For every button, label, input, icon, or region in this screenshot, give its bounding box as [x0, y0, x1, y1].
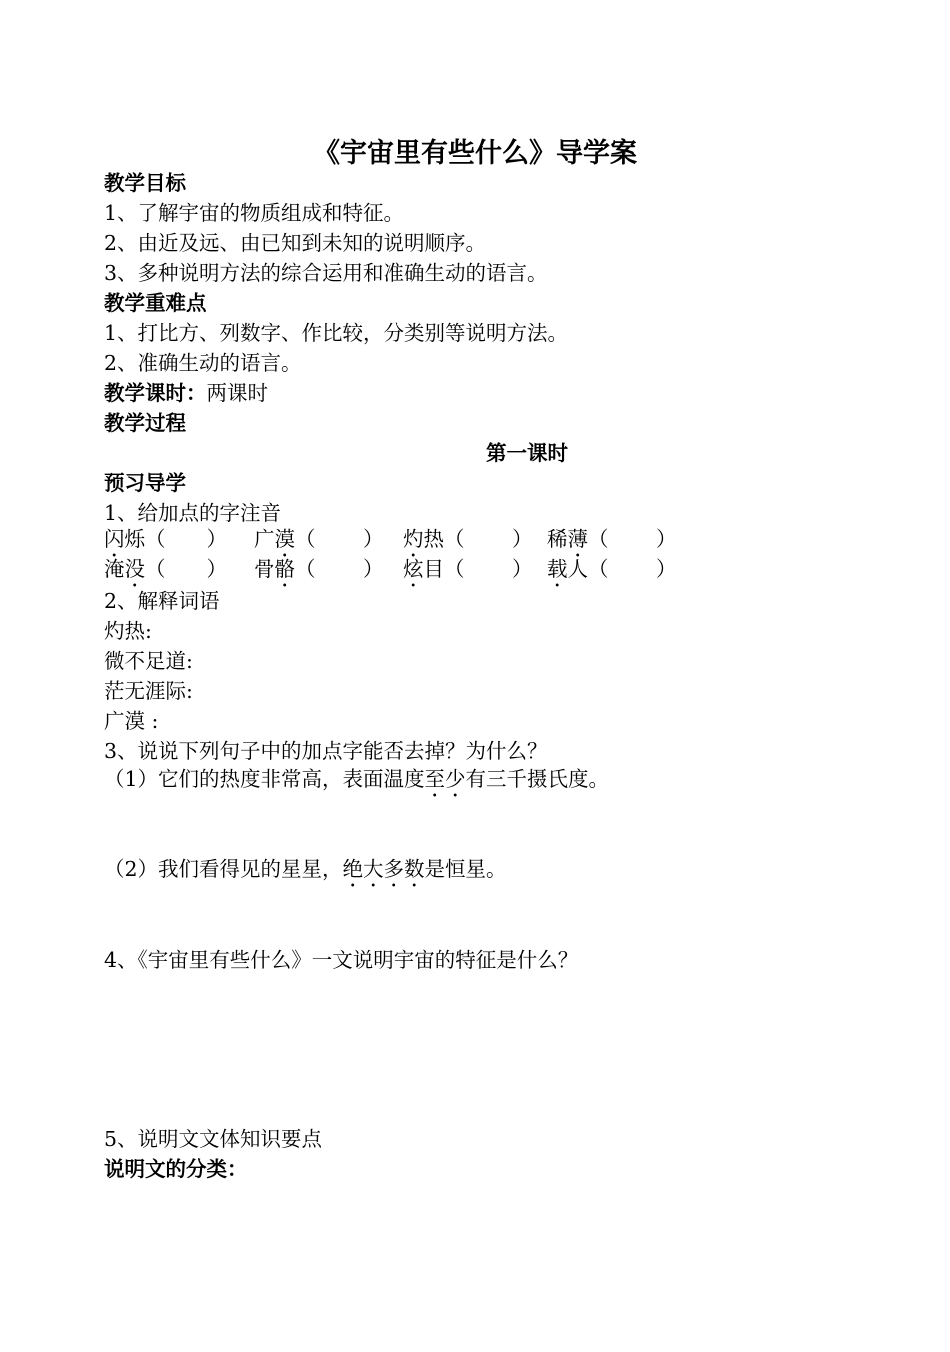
- answer-blank: （ ）: [295, 527, 384, 551]
- pinyin-word: 闪烁（ ）: [104, 527, 227, 551]
- answer-blank: （ ）: [444, 527, 533, 551]
- sentence-2: （2）我们看得见的星星，绝大多数是恒星。: [104, 857, 507, 881]
- teaching-hours-value: 两课时: [206, 381, 268, 405]
- dotted-char: 薄: [567, 527, 588, 551]
- difficulties-heading: 教学重难点: [104, 291, 207, 315]
- dotted-char: 载: [547, 557, 568, 581]
- pinyin-word: 炫目（ ）: [403, 557, 533, 581]
- difficulty-item: 2、准确生动的语言。: [104, 351, 302, 375]
- teaching-hours: [104, 378, 268, 408]
- lesson-heading: 第一课时: [486, 441, 568, 465]
- answer-blank: （ ）: [295, 557, 384, 581]
- pinyin-word: 广漠（ ）: [254, 527, 384, 551]
- pinyin-word: 淹没（ ）: [104, 557, 227, 581]
- term-item: 灼热:: [104, 619, 152, 643]
- answer-blank: （ ）: [444, 557, 533, 581]
- dotted-char: 闪: [104, 527, 125, 551]
- teaching-hours-label: 教学课时：: [104, 381, 207, 405]
- sentence-1: （1）它们的热度非常高，表面温度至少有三千摄氏度。: [104, 767, 610, 791]
- goal-item: 1、了解宇宙的物质组成和特征。: [104, 201, 405, 225]
- preview-heading: 预习导学: [104, 471, 186, 495]
- term-item: 广漠 :: [104, 709, 159, 733]
- process-heading: 教学过程: [104, 411, 186, 435]
- dotted-char: 骼: [274, 557, 295, 581]
- answer-blank: （ ）: [145, 527, 227, 551]
- dotted-char: 没: [124, 557, 145, 581]
- dotted-char: 炫: [403, 557, 424, 581]
- pinyin-word: 载人（ ）: [547, 557, 677, 581]
- dotted-words: 绝大多数: [342, 857, 425, 881]
- question-5: 5、说明文文体知识要点: [104, 1127, 323, 1151]
- answer-blank: （ ）: [588, 557, 677, 581]
- goals-heading: 教学目标: [104, 171, 186, 195]
- category-heading: 说明文的分类：: [104, 1157, 248, 1181]
- question-4: 4、《宇宙里有些什么》一文说明宇宙的特征是什么？: [104, 948, 579, 972]
- answer-blank: （ ）: [588, 527, 677, 551]
- answer-blank: （ ）: [145, 557, 227, 581]
- pinyin-word: 稀薄（ ）: [547, 527, 677, 551]
- term-item: 微不足道:: [104, 649, 193, 673]
- question-2: 2、解释词语: [104, 589, 220, 613]
- dotted-words: 至少: [424, 767, 466, 791]
- goal-item: 3、多种说明方法的综合运用和准确生动的语言。: [104, 261, 548, 285]
- pinyin-word: 骨骼（ ）: [254, 557, 384, 581]
- question-3: 3、说说下列句子中的加点字能否去掉？为什么？: [104, 739, 548, 763]
- goal-item: 2、由近及远、由已知到未知的说明顺序。: [104, 231, 487, 255]
- dotted-char: 灼: [403, 527, 424, 551]
- difficulty-item: 1、打比方、列数字、作比较，分类别等说明方法。: [104, 321, 569, 345]
- dotted-char: 漠: [274, 527, 295, 551]
- question-1: 1、给加点的字注音: [104, 501, 282, 525]
- page-title: 《宇宙里有些什么》导学案: [313, 138, 637, 169]
- term-item: 茫无涯际:: [104, 679, 193, 703]
- pinyin-word: 灼热（ ）: [403, 527, 533, 551]
